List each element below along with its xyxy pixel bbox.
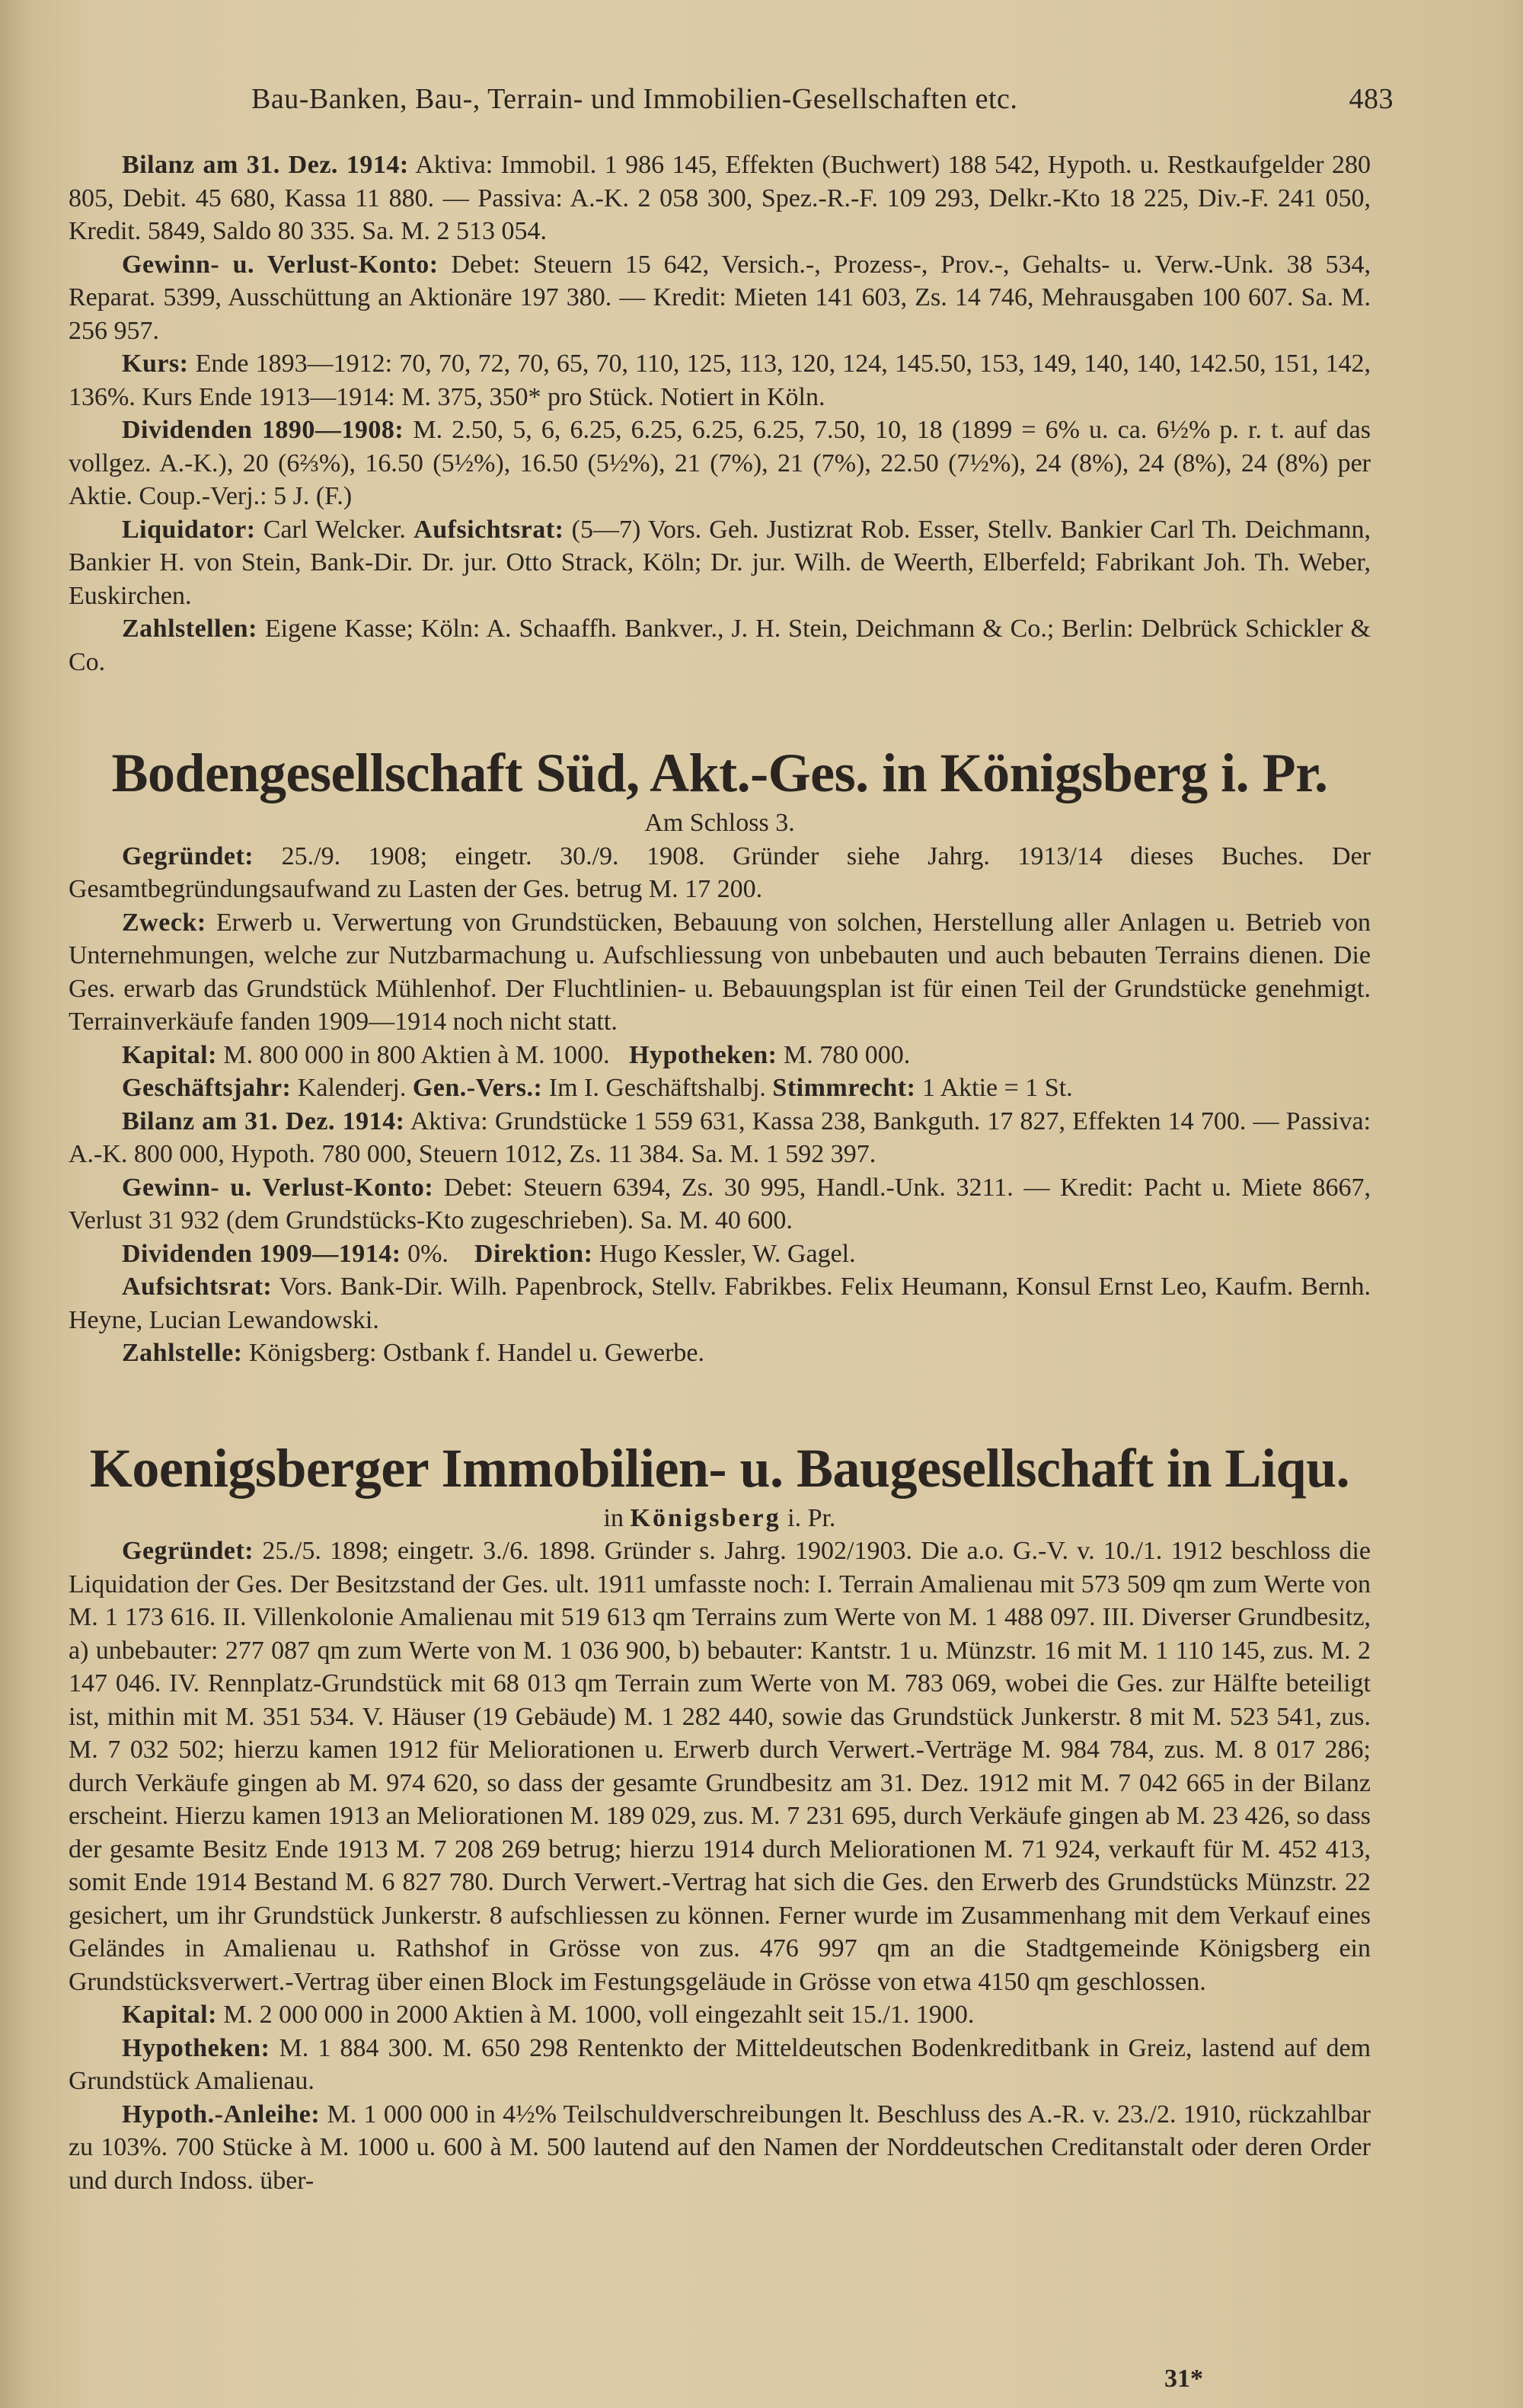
paragraph-aufsichtsrat-1 — [69, 1270, 1371, 1337]
text-gegruendet: 25./9. 1908; eingetr. 30./9. 1908. Gründer siehe Jahrg. 1913/14 dieses Buches. Der Gesamtbegründungsaufwand zu Lasten der Ges. betrug M. 17 200. — [69, 842, 1371, 903]
section-title-koenigsberger: Koenigsberger Immobilien- u. Baugesellschaft in Liqu. — [89, 1437, 1350, 1499]
paragraph-zahlstelle-1 — [69, 1337, 1371, 1370]
running-header — [251, 82, 1394, 116]
label-dividenden-1909: Dividenden 1909—1914: — [122, 1239, 401, 1268]
label-hypotheken-2: Hypotheken: — [122, 2033, 270, 2062]
text-gewinn-1914: Debet: Steuern 6394, Zs. 30 995, Handl.-Unk. 3211. — Kredit: Pacht u. Miete 8667, Verlust 31 932 (dem Grundstücks-Kto zugeschrieben). Sa. M. 40 600. — [69, 1173, 1371, 1234]
paragraph-anleihe-2 — [69, 2098, 1371, 2198]
label-kurs: Kurs: — [122, 350, 189, 378]
paragraph-kapital — [69, 1039, 1371, 1072]
paragraph-dividenden — [69, 414, 1371, 513]
text-zweck: Erwerb u. Verwertung von Grundstücken, Bebauung von solchen, Herstellung aller Anlagen u. Betrieb von Unternehmungen, welche zur Nutzbarmachung u. Aufschliessung von unbebauten und auch bebauten Terrains dienen. Die Ges. erwarb das Grundstück Mühlenhof. Der Fluchtlinien- u. Bebauungsplan ist für einen Teil der Grundstücke genehmigt. Terrainverkäufe fanden 1909—1914 noch nicht statt. — [69, 908, 1371, 1036]
section-title-bodengesellschaft: Bodengesellschaft Süd, Akt.-Ges. in Königsberg i. Pr. — [111, 743, 1328, 803]
text-gewinn: Debet: Steuern 15 642, Versich.-, Prozess-, Prov.-, Gehalts- u. Verw.-Unk. 38 534, Reparat. 5399, Ausschüttung an Aktionäre 197 380. — Kredit: Mieten 141 603, Zs. 14 746, Mehrausgaben 100 607. Sa. M. 256 957. — [69, 250, 1371, 345]
paragraph-gegruendet-2 — [69, 1535, 1371, 1998]
section-address-bodengesellschaft: Am Schloss 3. — [644, 809, 795, 837]
paragraph-gewinn-1914 — [69, 1171, 1371, 1238]
paragraph-gewinn — [69, 248, 1371, 348]
label-liquidator: Liquidator: — [122, 515, 256, 544]
label-stimmrecht: Stimmrecht: — [772, 1074, 916, 1102]
text-aufsichtsrat-1: Vors. Bank-Dir. Wilh. Papenbrock, Stellv. Fabrikbes. Felix Heumann, Konsul Ernst Leo, Kaufm. Bernh. Heyne, Lucian Lewandowski. — [69, 1273, 1371, 1334]
text-zahlstelle-1: Königsberg: Ostbank f. Handel u. Gewerbe. — [248, 1339, 704, 1367]
text-geschaeftsjahr: Kalenderj. — [297, 1074, 407, 1102]
text-zahlstellen: Eigene Kasse; Köln: A. Schaaffh. Bankver., J. H. Stein, Deichmann & Co.; Berlin: Delbrück Schickler & Co. — [69, 615, 1371, 676]
paragraph-liquidator — [69, 513, 1371, 613]
text-genvers: Im I. Geschäftshalbj. — [548, 1074, 766, 1102]
text-kurs: Ende 1893—1912: 70, 70, 72, 70, 65, 70, 110, 125, 113, 120, 124, 145.50, 153, 149, 140, 140, 142.50, 151, 142, 136%. Kurs Ende 1913—1914: M. 375, 350* pro Stück. Notiert in Köln. — [69, 350, 1371, 411]
text-kapital: M. 800 000 in 800 Aktien à M. 1000. — [223, 1040, 610, 1069]
label-aufsichtsrat: Aufsichtsrat: — [413, 515, 564, 544]
text-direktion: Hugo Kessler, W. Gagel. — [599, 1239, 856, 1268]
label-bilanz: Bilanz am 31. Dez. 1914: — [122, 151, 409, 179]
text-dividenden-1909: 0%. — [407, 1239, 449, 1268]
paragraph-bilanz — [69, 149, 1371, 248]
text-kapital-2: M. 2 000 000 in 2000 Aktien à M. 1000, voll eingezahlt seit 15./1. 1900. — [223, 2001, 975, 2029]
text-bilanz: Aktiva: Immobil. 1 986 145, Effekten (Buchwert) 188 542, Hypoth. u. Restkaufgelder 280 805, Debit. 45 680, Kassa 11 880. — Passiva: A.-K. 2 058 300, Spez.-R.-F. 109 293, Delkr.-Kto 18 225, Div.-F. 241 050, Kredit. 5849, Saldo 80 335. Sa. M. 2 513 054. — [69, 151, 1371, 245]
label-zahlstellen: Zahlstellen: — [122, 615, 257, 643]
label-kapital-2: Kapital: — [122, 2001, 217, 2029]
label-zweck: Zweck: — [122, 908, 206, 937]
label-geschaeftsjahr: Geschäftsjahr: — [122, 1074, 292, 1102]
address-suffix: i. Pr. — [787, 1503, 836, 1532]
text-liquidator: Carl Welcker. — [263, 515, 406, 544]
section-gap — [69, 1370, 1371, 1420]
paragraph-hypotheken-2 — [69, 2032, 1371, 2098]
label-gegruendet: Gegründet: — [122, 842, 254, 870]
text-stimmrecht: 1 Aktie = 1 St. — [921, 1074, 1073, 1102]
paragraph-bilanz-1914 — [69, 1105, 1371, 1171]
signature-mark: 31* — [1164, 2365, 1203, 2393]
paragraph-gegruendet — [69, 840, 1371, 906]
label-genvers: Gen.-Vers.: — [412, 1074, 543, 1102]
text-gegruendet-2: 25./5. 1898; eingetr. 3./6. 1898. Gründer s. Jahrg. 1902/1903. Die a.o. G.-V. v. 10./1. 1912 beschloss die Liquidation der Ges. Der Besitzstand der Ges. ult. 1911 umfasste noch: I. Terrain Amalienau mit 573 509 qm zum Werte von M. 1 173 616. II. Villenkolonie Amalienau mit 519 613 qm Terrains zum Werte von M. 1 488 097. III. Diverser Grundbesitz, a) unbebauter: 277 087 qm zum Werte von M. 1 036 900, b) bebauter: Kantstr. 1 u. Münzstr. 16 mit M. 1 110 145, zus. M. 2 147 046. IV. Rennplatz-Grundstück mit 68 013 qm Terrain zum Werte von M. 783 069, wobei die Ges. zur Hälfte beteiligt ist, mithin mit M. 351 534. V. Häuser (19 Gebäude) M. 1 282 440, sowie das Grundstück Junkerstr. 8 mit M. 523 541, zus. M. 7 032 502; hierzu kamen 1912 für Meliorationen u. Erwerb durch Verwert.-Verträge M. 984 784, zus. M. 8 017 286; durch Verkäufe gingen ab M. 974 620, so dass der gesamte Grundbesitz am 31. Dez. 1912 mit M. 7 042 665 in der Bilanz erscheint. Hierzu kamen 1913 an Meliorationen M. 189 029, zus. M. 7 231 695, durch Verkäufe gingen ab M. 23 426, so dass der gesamte Besitz Ende 1913 M. 7 208 269 betrug; hierzu 1914 durch Meliorationen M. 71 924, verkauft für M. 452 413, somit Ende 1914 Bestand M. 6 827 780. Durch Verwert.-Vertrag hat sich die Ges. den Erwerb des Grundstücks Münzstr. 22 gesichert, um ihr Grundstück Junkerstr. 8 aufschliessen zu können. Ferner wurde im Zusammenhang mit dem Verkauf eines Geländes in Amalienau u. Rathshof in Grösse von zus. 476 997 qm an die Stadtgemeinde Königsberg ein Grundstücksverwert.-Vertrag über einen Block im Festungsgeläude in Grösse von etwa 4150 qm geschlossen. — [69, 1537, 1371, 1996]
paragraph-zahlstellen — [69, 612, 1371, 679]
label-anleihe-2: Hypoth.-Anleihe: — [122, 2100, 321, 2129]
label-gegruendet-2: Gegründet: — [122, 1537, 254, 1565]
text-hypotheken-2: M. 1 884 300. M. 650 298 Rentenkto der Mitteldeutschen Bodenkreditbank in Greiz, lastend auf dem Grundstück Amalienau. — [69, 2033, 1371, 2095]
label-hypotheken: Hypotheken: — [629, 1040, 777, 1069]
label-kapital: Kapital: — [122, 1040, 217, 1069]
paragraph-geschaeftsjahr — [69, 1071, 1371, 1105]
paragraph-kurs — [69, 347, 1371, 414]
label-dividenden: Dividenden 1890—1908: — [122, 416, 404, 444]
header-title: Bau-Banken, Bau-, Terrain- und Immobilien-Gesellschaften etc. — [251, 83, 1018, 115]
paragraph-kapital-2 — [69, 1998, 1371, 2032]
text-hypotheken: M. 780 000. — [784, 1040, 911, 1069]
label-zahlstelle-1: Zahlstelle: — [122, 1339, 243, 1367]
section-gap — [69, 679, 1371, 724]
label-aufsichtsrat-1: Aufsichtsrat: — [122, 1273, 273, 1301]
text-aufsichtsrat: (5—7) Vors. Geh. Justizrat Rob. Esser, Stellv. Bankier Carl Th. Deichmann, Bankier H. von Stein, Bank-Dir. Dr. jur. Otto Strack, Köln; Dr. jur. Wilh. de Weerth, Elberfeld; Fabrikant Joh. Th. Weber, Euskirchen. — [69, 515, 1371, 610]
page-content — [69, 149, 1371, 2197]
page-number: 483 — [1349, 83, 1394, 115]
text-bilanz-1914: Aktiva: Grundstücke 1 559 631, Kassa 238, Bankguth. 17 827, Effekten 14 700. — Passiva: A.-K. 800 000, Hypoth. 780 000, Steuern 1012, Zs. 11 384. Sa. M. 1 592 397. — [69, 1107, 1371, 1168]
address-prefix: in — [603, 1503, 624, 1532]
label-gewinn: Gewinn- u. Verlust-Konto: — [122, 250, 439, 279]
paragraph-zweck — [69, 906, 1371, 1039]
section-address-koenigsberger — [69, 1502, 1371, 1535]
paragraph-dividenden-1909 — [69, 1238, 1371, 1271]
address-city: Königsberg — [630, 1503, 781, 1532]
text-anleihe-2: M. 1 000 000 in 4½% Teilschuldverschreibungen lt. Beschluss des A.-R. v. 23./2. 1910, rückzahlbar zu 103%. 700 Stücke à M. 1000 u. 600 à M. 500 lautend auf den Namen der Norddeutschen Creditanstalt oder deren Order und durch Indoss. über- — [69, 2100, 1371, 2195]
label-direktion: Direktion: — [474, 1239, 593, 1268]
label-bilanz-1914: Bilanz am 31. Dez. 1914: — [122, 1107, 405, 1135]
text-dividenden: M. 2.50, 5, 6, 6.25, 6.25, 6.25, 6.25, 7.50, 10, 18 (1899 = 6% u. ca. 6½% p. r. t. auf das vollgez. A.-K.), 20 (6⅔%), 16.50 (5½%), 16.50 (5½%), 21 (7%), 21 (7%), 22.50 (7½%), 24 (8%), 24 (8%), 24 (8%) per Aktie. Coup.-Verj.: 5 J. (F.) — [69, 416, 1371, 510]
label-gewinn-1914: Gewinn- u. Verlust-Konto: — [122, 1173, 434, 1202]
